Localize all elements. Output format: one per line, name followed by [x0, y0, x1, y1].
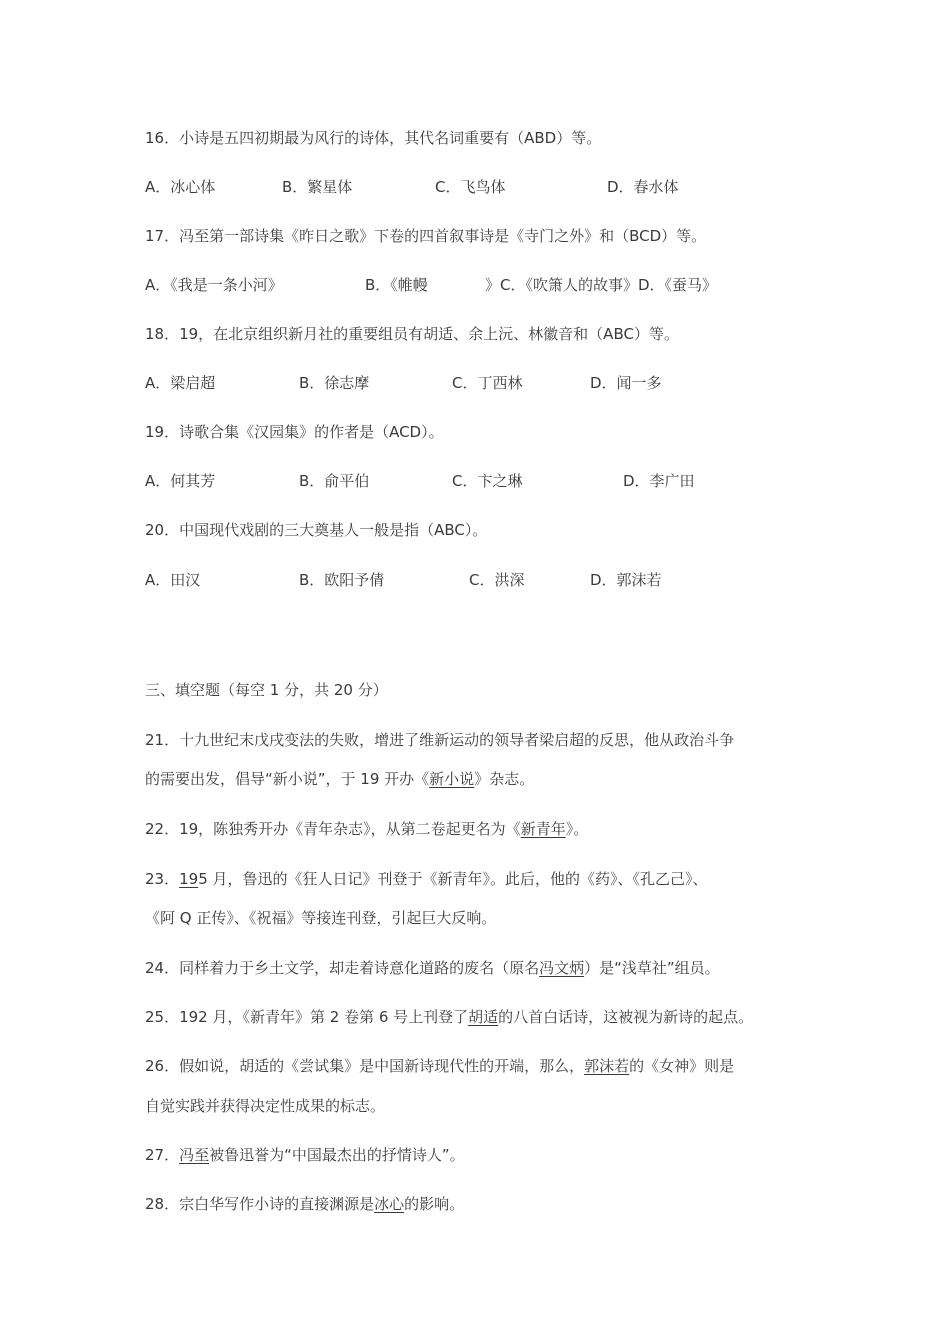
q24-text-pre: 24．同样着力于乡土文学，却走着诗意化道路的废名（原名: [145, 959, 540, 977]
q17-option-a: A．《我是一条小河》: [145, 276, 283, 294]
q16-stem: 16．小诗是五四初期最为风行的诗体，其代名词重要有（ABD）等。: [145, 129, 602, 147]
q20-option-d: D．郭沫若: [590, 571, 662, 589]
q20-stem: 20．中国现代戏剧的三大奠基人一般是指（ABC）。: [145, 521, 488, 539]
q25-text-post: 的八首白话诗，这被视为新诗的起点。: [498, 1008, 754, 1026]
q28-text-post: 的影响。: [404, 1195, 465, 1213]
q26-answer: 郭沫若: [584, 1057, 630, 1075]
q19-option-a: A．何其芳: [145, 472, 216, 490]
q16-option-a: A．冰心体: [145, 178, 216, 196]
q27-line: [145, 1145, 465, 1165]
q16-option-c: C．飞鸟体: [435, 178, 506, 196]
q26-line1: [145, 1056, 734, 1076]
q19-option-b: B．俞平伯: [299, 472, 370, 490]
q26-text-post: 的《女神》则是: [629, 1057, 735, 1075]
q19-option-d: D．李广田: [623, 472, 695, 490]
q27-number: 27．: [145, 1146, 180, 1164]
q24-answer: 冯文炳: [539, 959, 585, 977]
q22-line: [145, 819, 588, 839]
q16-option-b: B．繁星体: [282, 178, 353, 196]
q27-text-post: 被鲁迅誉为“中国最杰出的抒情诗人”。: [209, 1146, 465, 1164]
q25-line: [145, 1007, 753, 1027]
q21-line1: 21．十九世纪末戊戌变法的失败，增进了维新运动的领导者梁启超的反思，他从政治斗争: [145, 731, 735, 749]
q21-text-post: 》杂志。: [474, 770, 535, 788]
q22-answer: 新青年: [520, 820, 566, 838]
q23-line2: 《阿 Q 正传》、《祝福》等接连刊登，引起巨大反响。: [145, 909, 497, 927]
q17-option-cd: 》C．《吹箫人的故事》D．《蚕马》: [485, 276, 718, 294]
q28-text-pre: 28．宗白华写作小诗的直接渊源是: [145, 1195, 375, 1213]
q20-option-c: C．洪深: [469, 571, 525, 589]
q21-answer: 新小说: [429, 770, 475, 788]
q28-line: [145, 1194, 464, 1214]
q21-line2: [145, 769, 534, 789]
q17-stem: 17．冯至第一部诗集《昨日之歌》下卷的四首叙事诗是《寺门之外》和（BCD）等。: [145, 227, 707, 245]
section-title: 三、填空题（每空 1 分，共 20 分）: [145, 681, 388, 699]
q18-option-d: D．闻一多: [590, 374, 662, 392]
q23-text-post: 5 月，鲁迅的《狂人日记》刊登于《新青年》。此后，他的《药》、《孔乙己》、: [198, 870, 708, 888]
q23-answer: 19: [179, 870, 199, 888]
q17-option-b: B．《帷幔: [365, 276, 428, 294]
q22-text-post: 》。: [565, 820, 589, 838]
q18-option-c: C．丁西林: [452, 374, 523, 392]
q21-text-pre: 的需要出发，倡导“新小说”，于 19 开办《: [145, 770, 430, 788]
q26-line2: 自觉实践并获得决定性成果的标志。: [145, 1097, 386, 1115]
q18-option-a: A．梁启超: [145, 374, 216, 392]
q18-stem: 18．19，在北京组织新月社的重要组员有胡适、余上沅、林徽音和（ABC）等。: [145, 325, 679, 343]
q24-text-post: ）是“浅草社”组员。: [584, 959, 720, 977]
q23-line1: [145, 869, 708, 889]
q25-text-pre: 25．192 月，《新青年》第 2 卷第 6 号上刊登了: [145, 1008, 469, 1026]
q20-option-b: B．欧阳予倩: [299, 571, 385, 589]
q22-text-pre: 22．19，陈独秀开办《青年杂志》，从第二卷起更名为《: [145, 820, 521, 838]
q25-answer: 胡适: [468, 1008, 499, 1026]
q19-stem: 19．诗歌合集《汉园集》的作者是（ACD）。: [145, 423, 444, 441]
q24-line: [145, 958, 720, 978]
q20-option-a: A．田汉: [145, 571, 201, 589]
q16-option-d: D．春水体: [607, 178, 679, 196]
q27-answer: 冯至: [179, 1146, 210, 1164]
q28-answer: 冰心: [374, 1195, 405, 1213]
q23-number: 23．: [145, 870, 180, 888]
q18-option-b: B．徐志摩: [299, 374, 370, 392]
q19-option-c: C．卞之琳: [452, 472, 523, 490]
q26-text-pre: 26．假如说，胡适的《尝试集》是中国新诗现代性的开端，那么，: [145, 1057, 585, 1075]
